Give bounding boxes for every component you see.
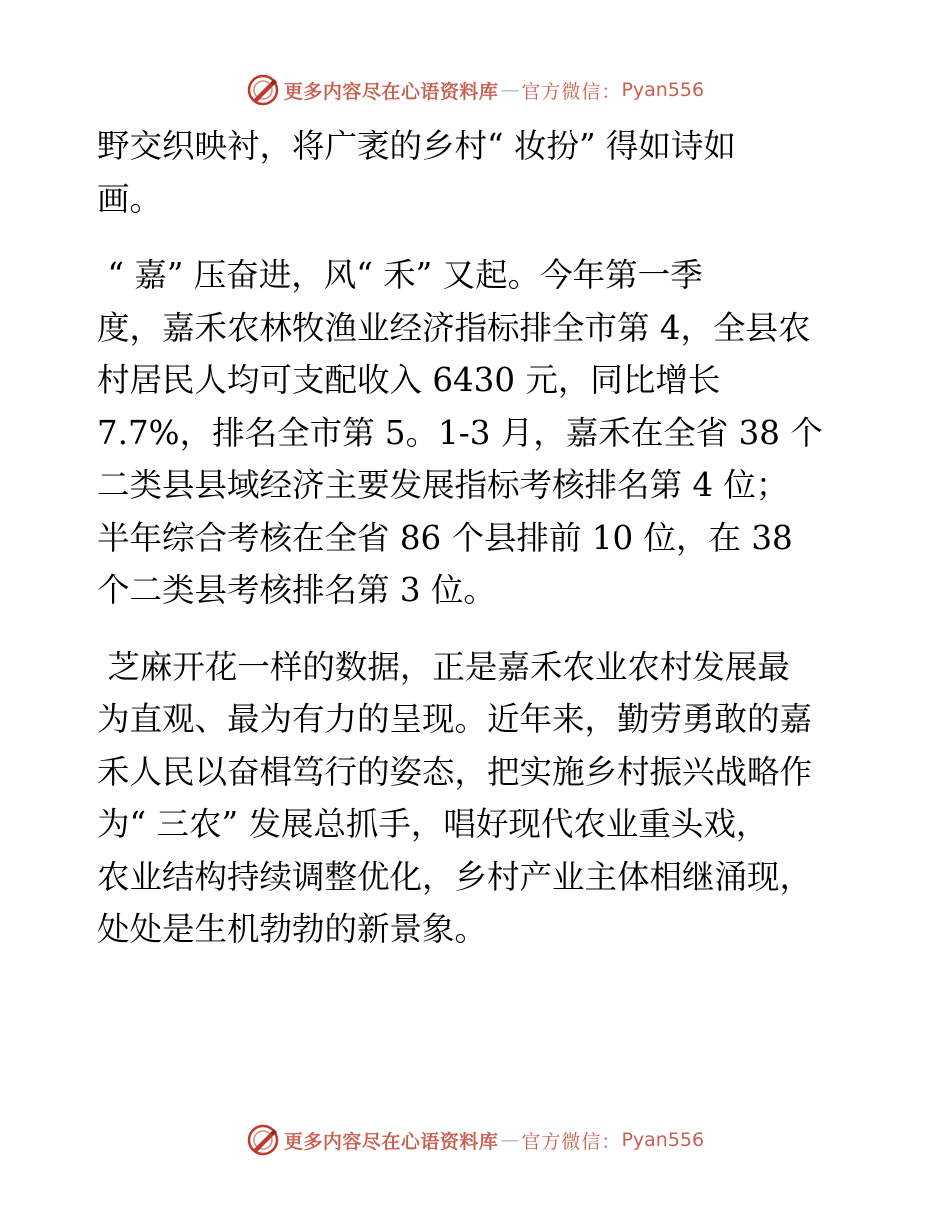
wechat-label: 官方微信： [521,1130,622,1153]
text-line: 7.7%，排名全市第 5。1-3 月，嘉禾在全省 38 个 [97,413,823,452]
footer-watermark [0,1120,950,1160]
paragraph [97,641,857,956]
banner-dash: — [500,1129,520,1151]
wechat-label: 官方微信： [521,80,622,103]
text-line: 画。 [97,179,163,218]
text-line: 二类县县域经济主要发展指标考核排名第 4 位； [97,466,789,504]
text-line: 芝麻开花一样的数据，正是嘉禾农业农村发展最 [97,647,790,686]
text-line: 处处是生机勃勃的新景象。 [97,910,488,948]
text-line: 农业结构持续调整优化，乡村产业主体相继涌现， [97,857,813,896]
text-line: 为“ 三农” 发展总抓手，唱好现代农业重头戏， [97,805,769,843]
text-line: 禾人民以奋楫笃行的姿态，把实施乡村振兴战略作 [97,752,813,791]
banner-text: 更多内容尽在心语资料库 [283,1130,499,1153]
logo-icon [246,73,280,107]
text-line: 村居民人均可支配收入 6430 元，同比增长 [97,361,721,399]
text-line: 度，嘉禾农林牧渔业经济指标排全市第 4，全县农 [97,308,811,347]
header-watermark [0,70,950,110]
paragraph [97,249,857,617]
wechat-id: Pyan556 [621,1129,705,1151]
paragraph [97,120,857,225]
text-line: 个二类县考核排名第 3 位。 [97,571,496,609]
banner-dash: — [500,79,520,101]
text-line: 为直观、最为有力的呈现。近年来，勤劳勇敢的嘉 [97,700,813,738]
logo-icon [246,1123,280,1157]
text-line: “ 嘉” 压奋进，风“ 禾” 又起。今年第一季 [97,256,703,294]
document-body [97,120,857,956]
wechat-id: Pyan556 [621,79,705,101]
text-line: 半年综合考核在全省 86 个县排前 10 位，在 38 [97,518,793,557]
banner-text: 更多内容尽在心语资料库 [283,80,499,103]
text-line: 野交织映衬，将广袤的乡村“ 妆扮” 得如诗如 [97,127,736,165]
